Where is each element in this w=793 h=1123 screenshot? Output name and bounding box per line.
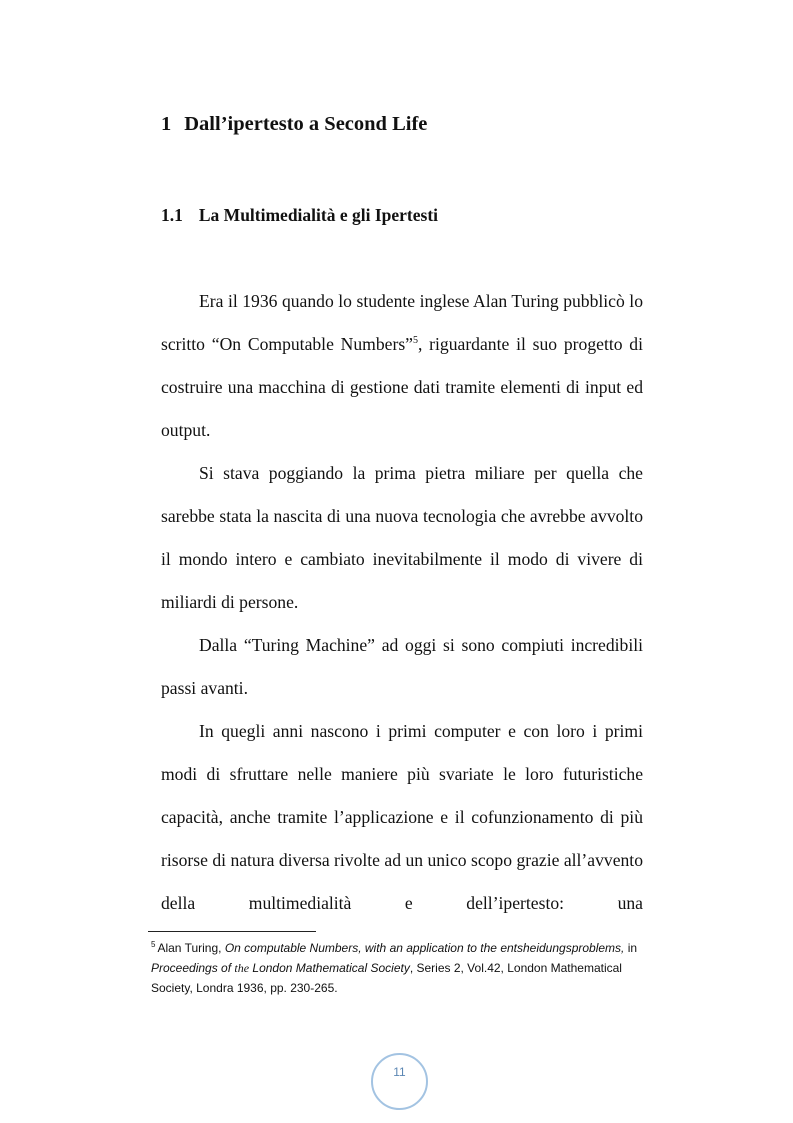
footnote-journal: Proceedings of the London Mathematical Society [151, 961, 410, 975]
footnote-separator [148, 931, 316, 932]
paragraph: Si stava poggiando la prima pietra miliare per quella che sarebbe stata la nascita di una nuova tecnologia che avrebbe avvolto il mondo intero e cambiato inevitabilmente il modo di vivere di miliardi di persone. [161, 463, 643, 612]
chapter-heading [161, 113, 427, 136]
footnote-reference[interactable]: 5 [412, 335, 418, 346]
section-number: 1.1 [161, 205, 183, 225]
page-number: 11 [393, 1065, 406, 1079]
paragraph: In quegli anni nascono i primi computer e con loro i primi modi di sfruttare nelle maniere più svariate le loro futuristiche capacità, anche tramite l’applicazione e il cofunzionamento di più risorse di natura diversa rivolte ad un unico scopo grazie all’avvento della multimedialità e dell’ipertesto: una [161, 721, 643, 913]
chapter-number: 1 [161, 113, 172, 135]
page-number-badge [371, 1053, 428, 1110]
footnote: $^5$ Alan Turing, On computable Numbers, with an application to the entsheidungsproblems, in Proceedings of the London Mathematical Society, Series 2, Vol.42, London Mathematical Society, Londra 1936, pp. 230-265. [151, 940, 638, 995]
section-title: La Multimedialità e gli Ipertesti [198, 205, 439, 225]
paragraph: Dalla “Turing Machine” ad oggi si sono compiuti incredibili passi avanti. [161, 635, 643, 698]
chapter-title: Dall’ipertesto a Second Life [184, 113, 428, 135]
paragraph: Era il 1936 quando lo studente inglese Alan Turing pubblicò lo scritto “On Computable Numbers”$^5$, riguardante il suo progetto di costruire una macchina di gestione dati tramite elementi di input ed output. [161, 291, 643, 440]
footnote-number: 5 [151, 940, 156, 949]
footnote-work-title: On computable Numbers, with an application to the entsheidungsproblems, [224, 941, 625, 955]
section-heading [161, 205, 438, 226]
body-text [161, 280, 643, 925]
